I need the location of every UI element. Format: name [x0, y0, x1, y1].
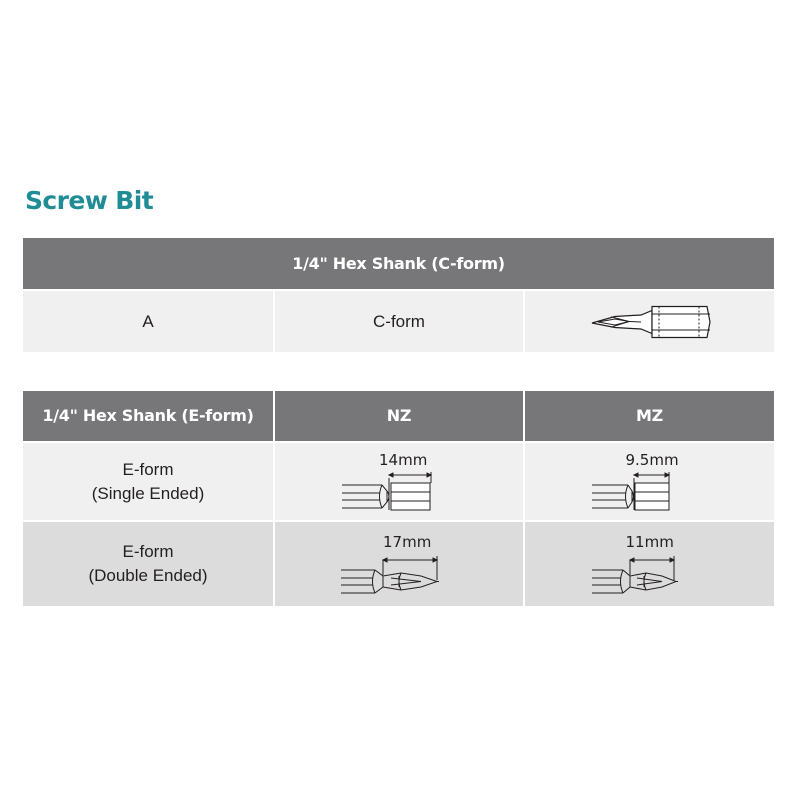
e-form-header: 1/4" Hex Shank (E-form)	[23, 391, 273, 441]
mz-header: MZ	[523, 391, 774, 441]
nz-double-dimension: 17mm	[383, 533, 432, 551]
c-form-type: A	[23, 291, 273, 352]
row-label	[23, 443, 273, 520]
c-form-bit-icon	[589, 302, 711, 342]
c-form-label: C-form	[273, 291, 523, 352]
row-label-line1: E-form	[122, 459, 174, 479]
nz-double-cell	[273, 522, 523, 606]
e-form-header-row	[23, 391, 774, 441]
row-label-line2: (Single Ended)	[91, 483, 205, 503]
mz-double-diagram	[590, 530, 710, 598]
nz-double-diagram	[339, 530, 459, 598]
c-form-header: 1/4" Hex Shank (C-form)	[23, 238, 774, 289]
c-form-bit-cell	[523, 291, 774, 352]
nz-single-cell	[273, 443, 523, 520]
page-title: Screw Bit	[25, 186, 154, 215]
c-form-table	[23, 238, 774, 352]
mz-double-cell	[523, 522, 774, 606]
nz-single-dimension: 14mm	[379, 450, 428, 469]
row-label-line2: (Double Ended)	[88, 566, 208, 585]
mz-single-cell	[523, 443, 774, 520]
row-label-line1: E-form	[122, 542, 174, 561]
mz-double-dimension: 11mm	[625, 533, 674, 551]
c-form-row	[23, 289, 774, 352]
mz-single-dimension: 9.5mm	[625, 450, 679, 469]
nz-single-diagram	[339, 448, 459, 516]
mz-single-diagram	[590, 448, 710, 516]
row-label	[23, 522, 273, 606]
table-row	[23, 520, 774, 606]
nz-header: NZ	[273, 391, 523, 441]
table-row	[23, 441, 774, 520]
e-form-table	[23, 391, 774, 606]
c-form-header-row	[23, 238, 774, 289]
